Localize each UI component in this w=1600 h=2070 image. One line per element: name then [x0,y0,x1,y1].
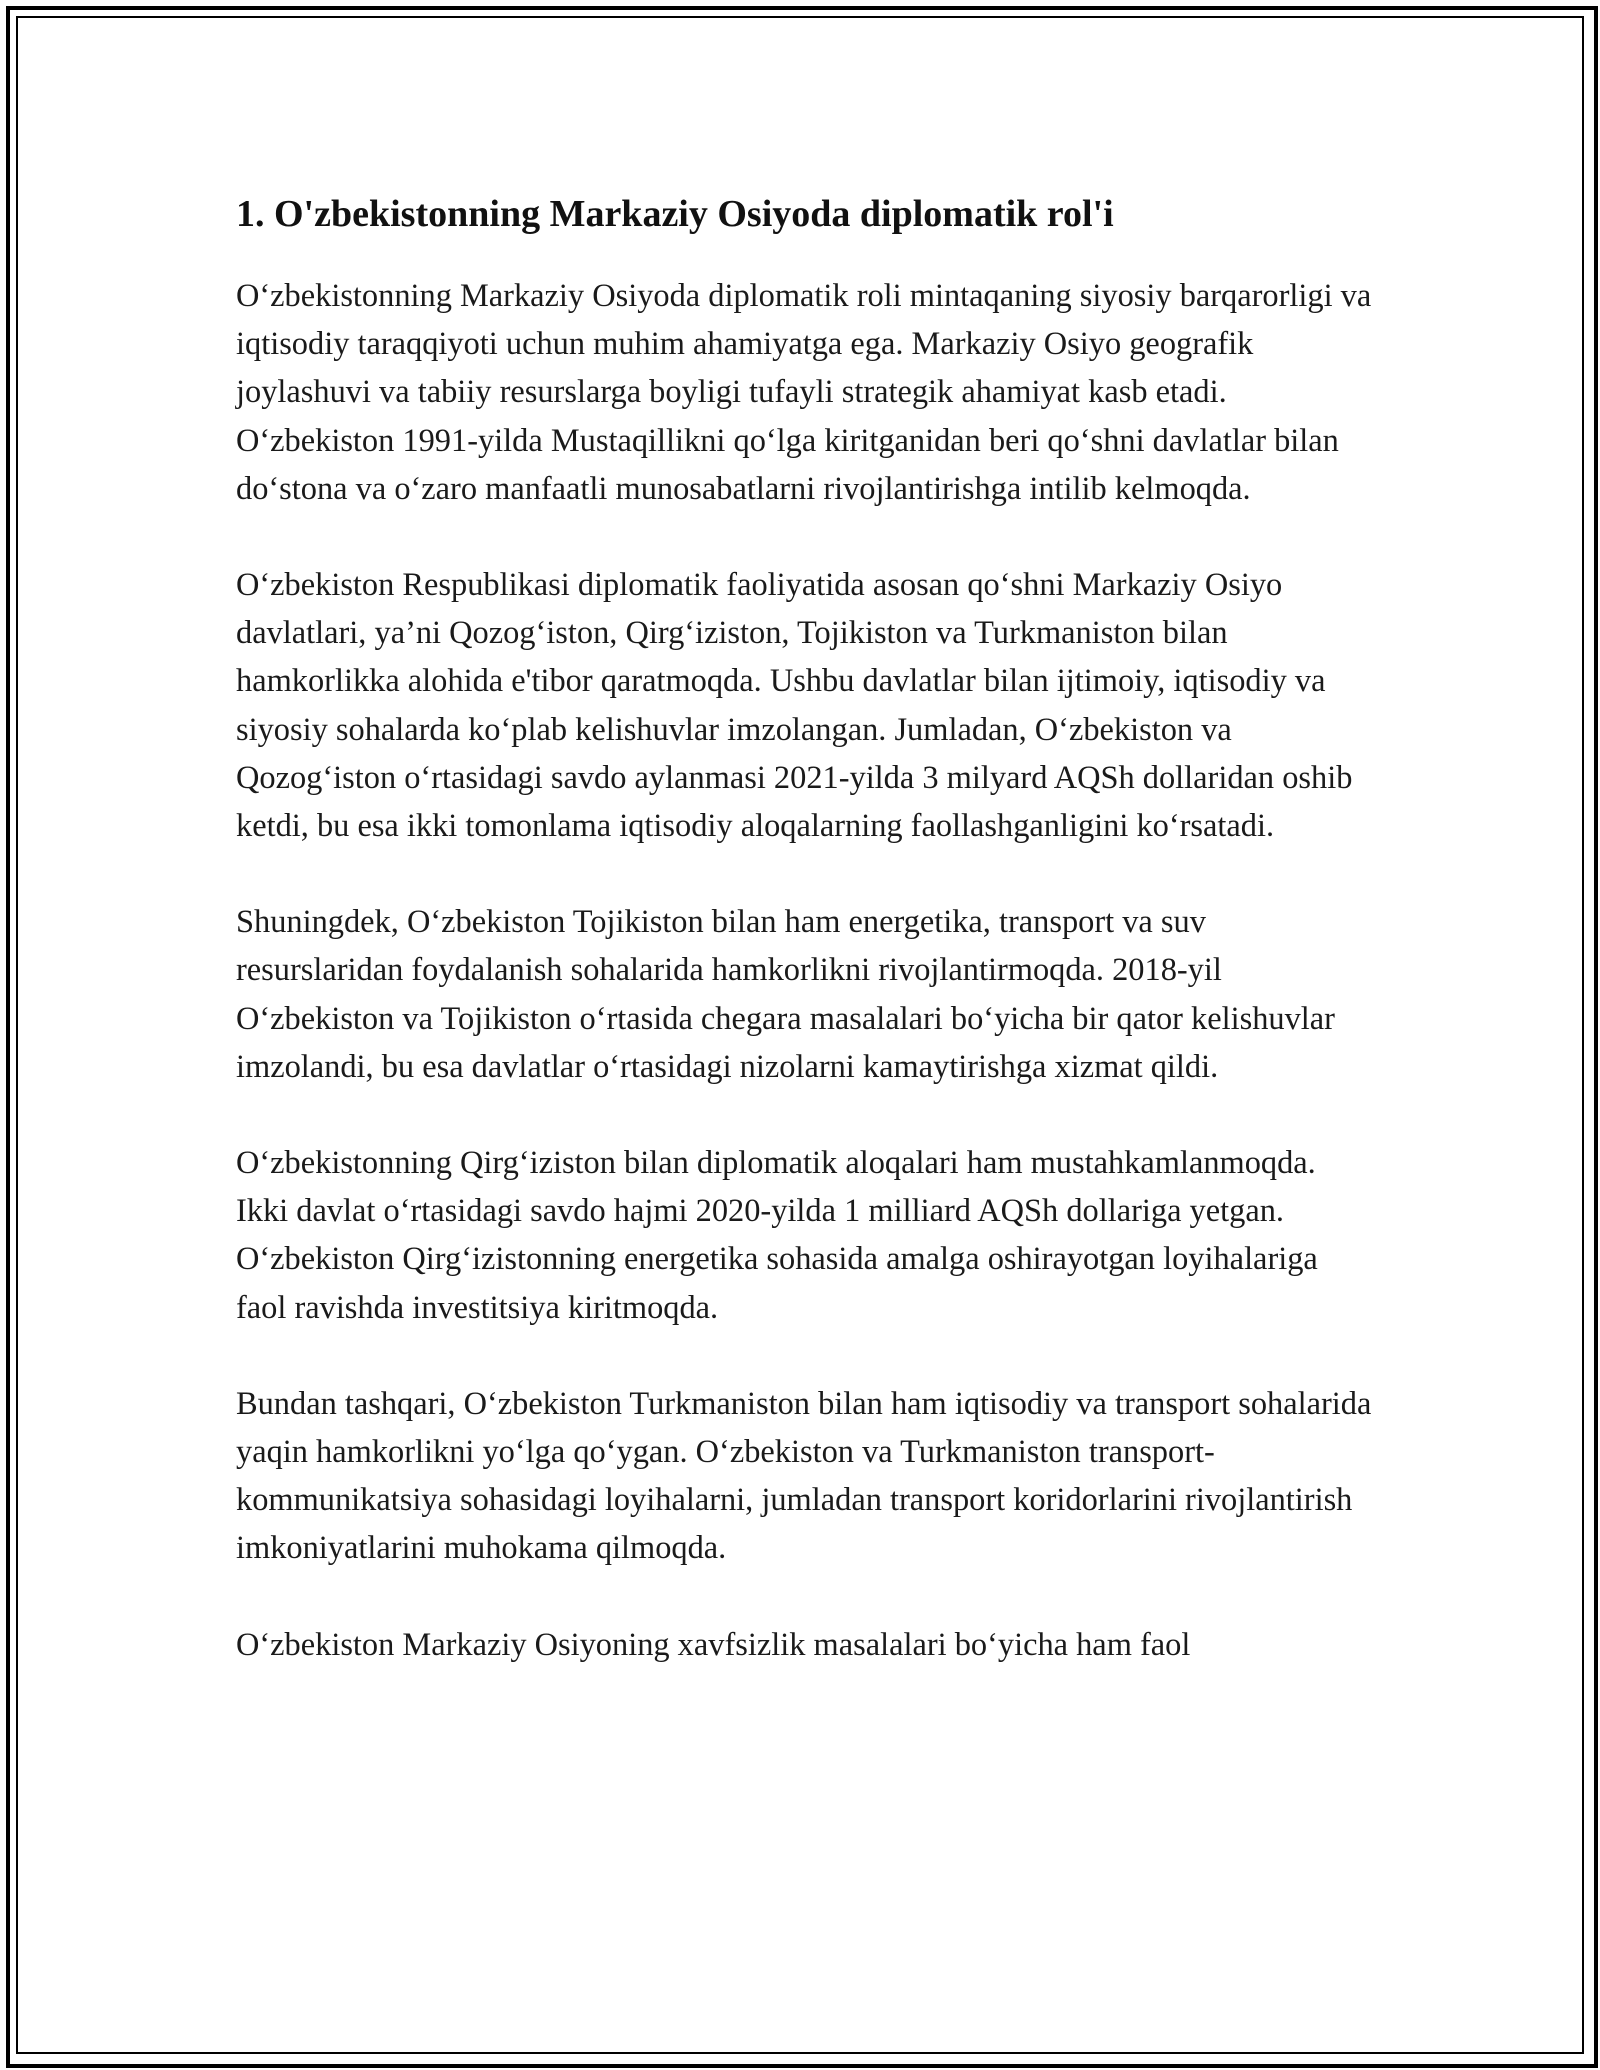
paragraph-tajikistan: Shuningdek, O‘zbekiston Tojikiston bilan ham energetika, transport va suv resurslaridan foydalanish sohalarida hamkorlikni rivojlantirmoqda. 2018-yil O‘zbekiston va Tojikiston o‘rtasida chegara masalalari bo‘yicha bir qator kelishuvlar imzolandi, bu esa davlatlar o‘rtasidagi nizolarni kamaytirishga xizmat qildi. [236,904,1335,1085]
paragraph-neighbors: O‘zbekiston Respublikasi diplomatik faoliyatida asosan qo‘shni Markaziy Osiyo davlatlari, ya’ni Qozog‘iston, Qirg‘iziston, Tojikiston va Turkmaniston bilan hamkorlikka alohida e'tibor qaratmoqda. Ushbu davlatlar bilan ijtimoiy, iqtisodiy va siyosiy sohalarda ko‘plab kelishuvlar imzolangan. Jumladan, O‘zbekiston va Qozog‘iston o‘rtasidagi savdo aylanmasi 2021-yilda 3 milyard AQSh dollaridan oshib ketdi, bu esa ikki tomonlama iqtisodiy aloqalarning faollashganligini ko‘rsatadi. [236,567,1353,845]
paragraph-turkmenistan: Bundan tashqari, O‘zbekiston Turkmaniston bilan ham iqtisodiy va transport sohalarida yaqin hamkorlikni yo‘lga qo‘ygan. O‘zbekiston va Turkmaniston transport-kommunikatsiya sohasidagi loyihalarni, jumladan transport koridorlarini rivojlantirish imkoniyatlarini muhokama qilmoqda. [236,1385,1372,1567]
paragraph-intro: O‘zbekistonning Markaziy Osiyoda diplomatik roli mintaqaning siyosiy barqarorligi va iqtisodiy taraqqiyoti uchun muhim ahamiyatga ega. Markaziy Osiyo geografik joylashuvi va tabiiy resurslarga boyligi tufayli strategik ahamiyat kasb etadi. O‘zbekiston 1991-yilda Mustaqillikni qo‘lga kiritganidan beri qo‘shni davlatlar bilan do‘stona va o‘zaro manfaatli munosabatlarni rivojlantirishga intilib kelmoqda. [236,278,1372,507]
paragraph-kyrgyzstan: O‘zbekistonning Qirg‘iziston bilan diplomatik aloqalari ham mustahkamlanmoqda. Ikki davlat o‘rtasidagi savdo hajmi 2020-yilda 1 milliard AQSh dollariga yetgan. O‘zbekiston Qirg‘izistonning energetika sohasida amalga oshirayotgan loyihalariga faol ravishda investitsiya kiritmoqda. [236,1145,1318,1326]
document-body [236,186,1376,1669]
section-heading: 1. O'zbekistonning Markaziy Osiyoda diplomatik rol'i [236,193,1114,235]
paragraph-security: O‘zbekiston Markaziy Osiyoning xavfsizlik masalalari bo‘yicha ham faol [236,1626,1191,1663]
